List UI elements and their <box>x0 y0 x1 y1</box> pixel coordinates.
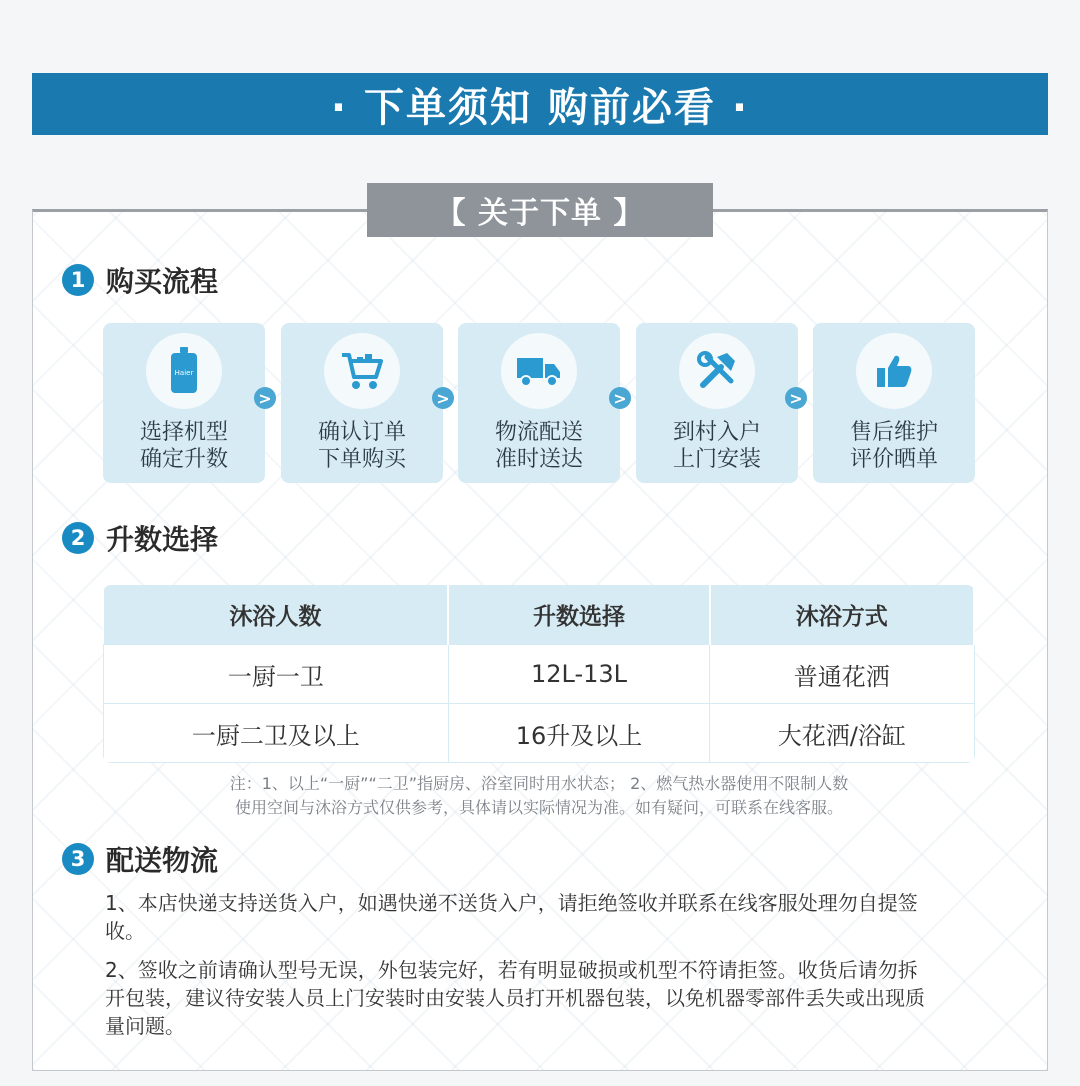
section-title: 升数选择 <box>106 523 219 556</box>
step-choose-model <box>103 323 265 483</box>
step-label-line1: 物流配送 <box>494 420 583 445</box>
volume-note <box>103 772 975 820</box>
section-number-badge: 1 <box>62 264 94 296</box>
step-label-line1: 确认订单 <box>317 420 406 445</box>
chevron-right-icon: > <box>432 387 454 409</box>
section-heading-volume <box>62 518 218 558</box>
section-tab-about-order: 【 关于下单 】 <box>367 183 713 237</box>
step-after-sales <box>813 323 975 483</box>
section-number-badge: 2 <box>62 522 94 554</box>
step-label-line2: 下单购买 <box>317 447 406 472</box>
chevron-right-icon: > <box>609 387 631 409</box>
truck-icon <box>501 333 577 409</box>
step-installation <box>636 323 798 483</box>
column-header: 沐浴方式 <box>710 585 974 645</box>
note-line2: 使用空间与沐浴方式仅供参考，具体请以实际情况为准。如有疑问，可联系在线客服。 <box>234 798 843 817</box>
step-label-line2: 准时送达 <box>494 447 583 472</box>
table-cell: 16升及以上 <box>448 704 709 763</box>
table-cell: 12L-13L <box>448 645 709 704</box>
table-row <box>104 645 975 704</box>
section-heading-purchase-flow <box>62 260 218 300</box>
step-logistics <box>458 323 620 483</box>
step-label-line2: 确定升数 <box>139 447 228 472</box>
logistics-paragraph-2: 2、签收之前请确认型号无误，外包装完好，若有明显破损或机型不符请拒签。收货后请勿拆开包装，建议待安装人员上门安装时由安装人员打开机器包装，以免机器零部件丢失或出现质量问题。 <box>105 958 925 1038</box>
thumbs-up-icon <box>856 333 932 409</box>
section-number-badge: 3 <box>62 843 94 875</box>
chevron-right-icon: > <box>254 387 276 409</box>
page-banner-title: · 下单须知 购前必看 · <box>32 73 1048 135</box>
section-heading-logistics <box>62 839 218 879</box>
column-header: 升数选择 <box>448 585 709 645</box>
brand-logo-text: Haier <box>174 369 194 377</box>
column-header: 沐浴人数 <box>104 585 449 645</box>
step-label-line1: 选择机型 <box>139 420 228 445</box>
table-cell: 大花洒/浴缸 <box>710 704 974 763</box>
step-label-line2: 上门安装 <box>672 447 761 472</box>
purchase-steps <box>103 323 975 483</box>
chevron-right-icon: > <box>785 387 807 409</box>
table-header-row <box>104 585 975 645</box>
step-label-line1: 售后维护 <box>849 420 938 445</box>
logistics-paragraph-1: 1、本店快递支持送货入户，如遇快递不送货入户，请拒绝签收并联系在线客服处理勿自提签收。 <box>105 891 918 943</box>
tools-icon <box>679 333 755 409</box>
step-label-line1: 到村入户 <box>672 420 761 445</box>
section-title: 配送物流 <box>106 844 219 877</box>
table-cell: 一厨一卫 <box>104 645 449 704</box>
table-row <box>104 704 975 763</box>
table-cell: 普通花洒 <box>710 645 974 704</box>
shopping-cart-icon <box>324 333 400 409</box>
volume-selection-table <box>103 585 975 763</box>
water-heater-icon <box>146 333 222 409</box>
step-label-line2: 评价晒单 <box>849 447 938 472</box>
table-cell: 一厨二卫及以上 <box>104 704 449 763</box>
step-confirm-order <box>281 323 443 483</box>
section-title: 购买流程 <box>106 265 219 298</box>
note-line1: 注：1、以上“一厨”“二卫”指厨房、浴室同时用水状态； 2、燃气热水器使用不限制人数 <box>229 774 849 793</box>
